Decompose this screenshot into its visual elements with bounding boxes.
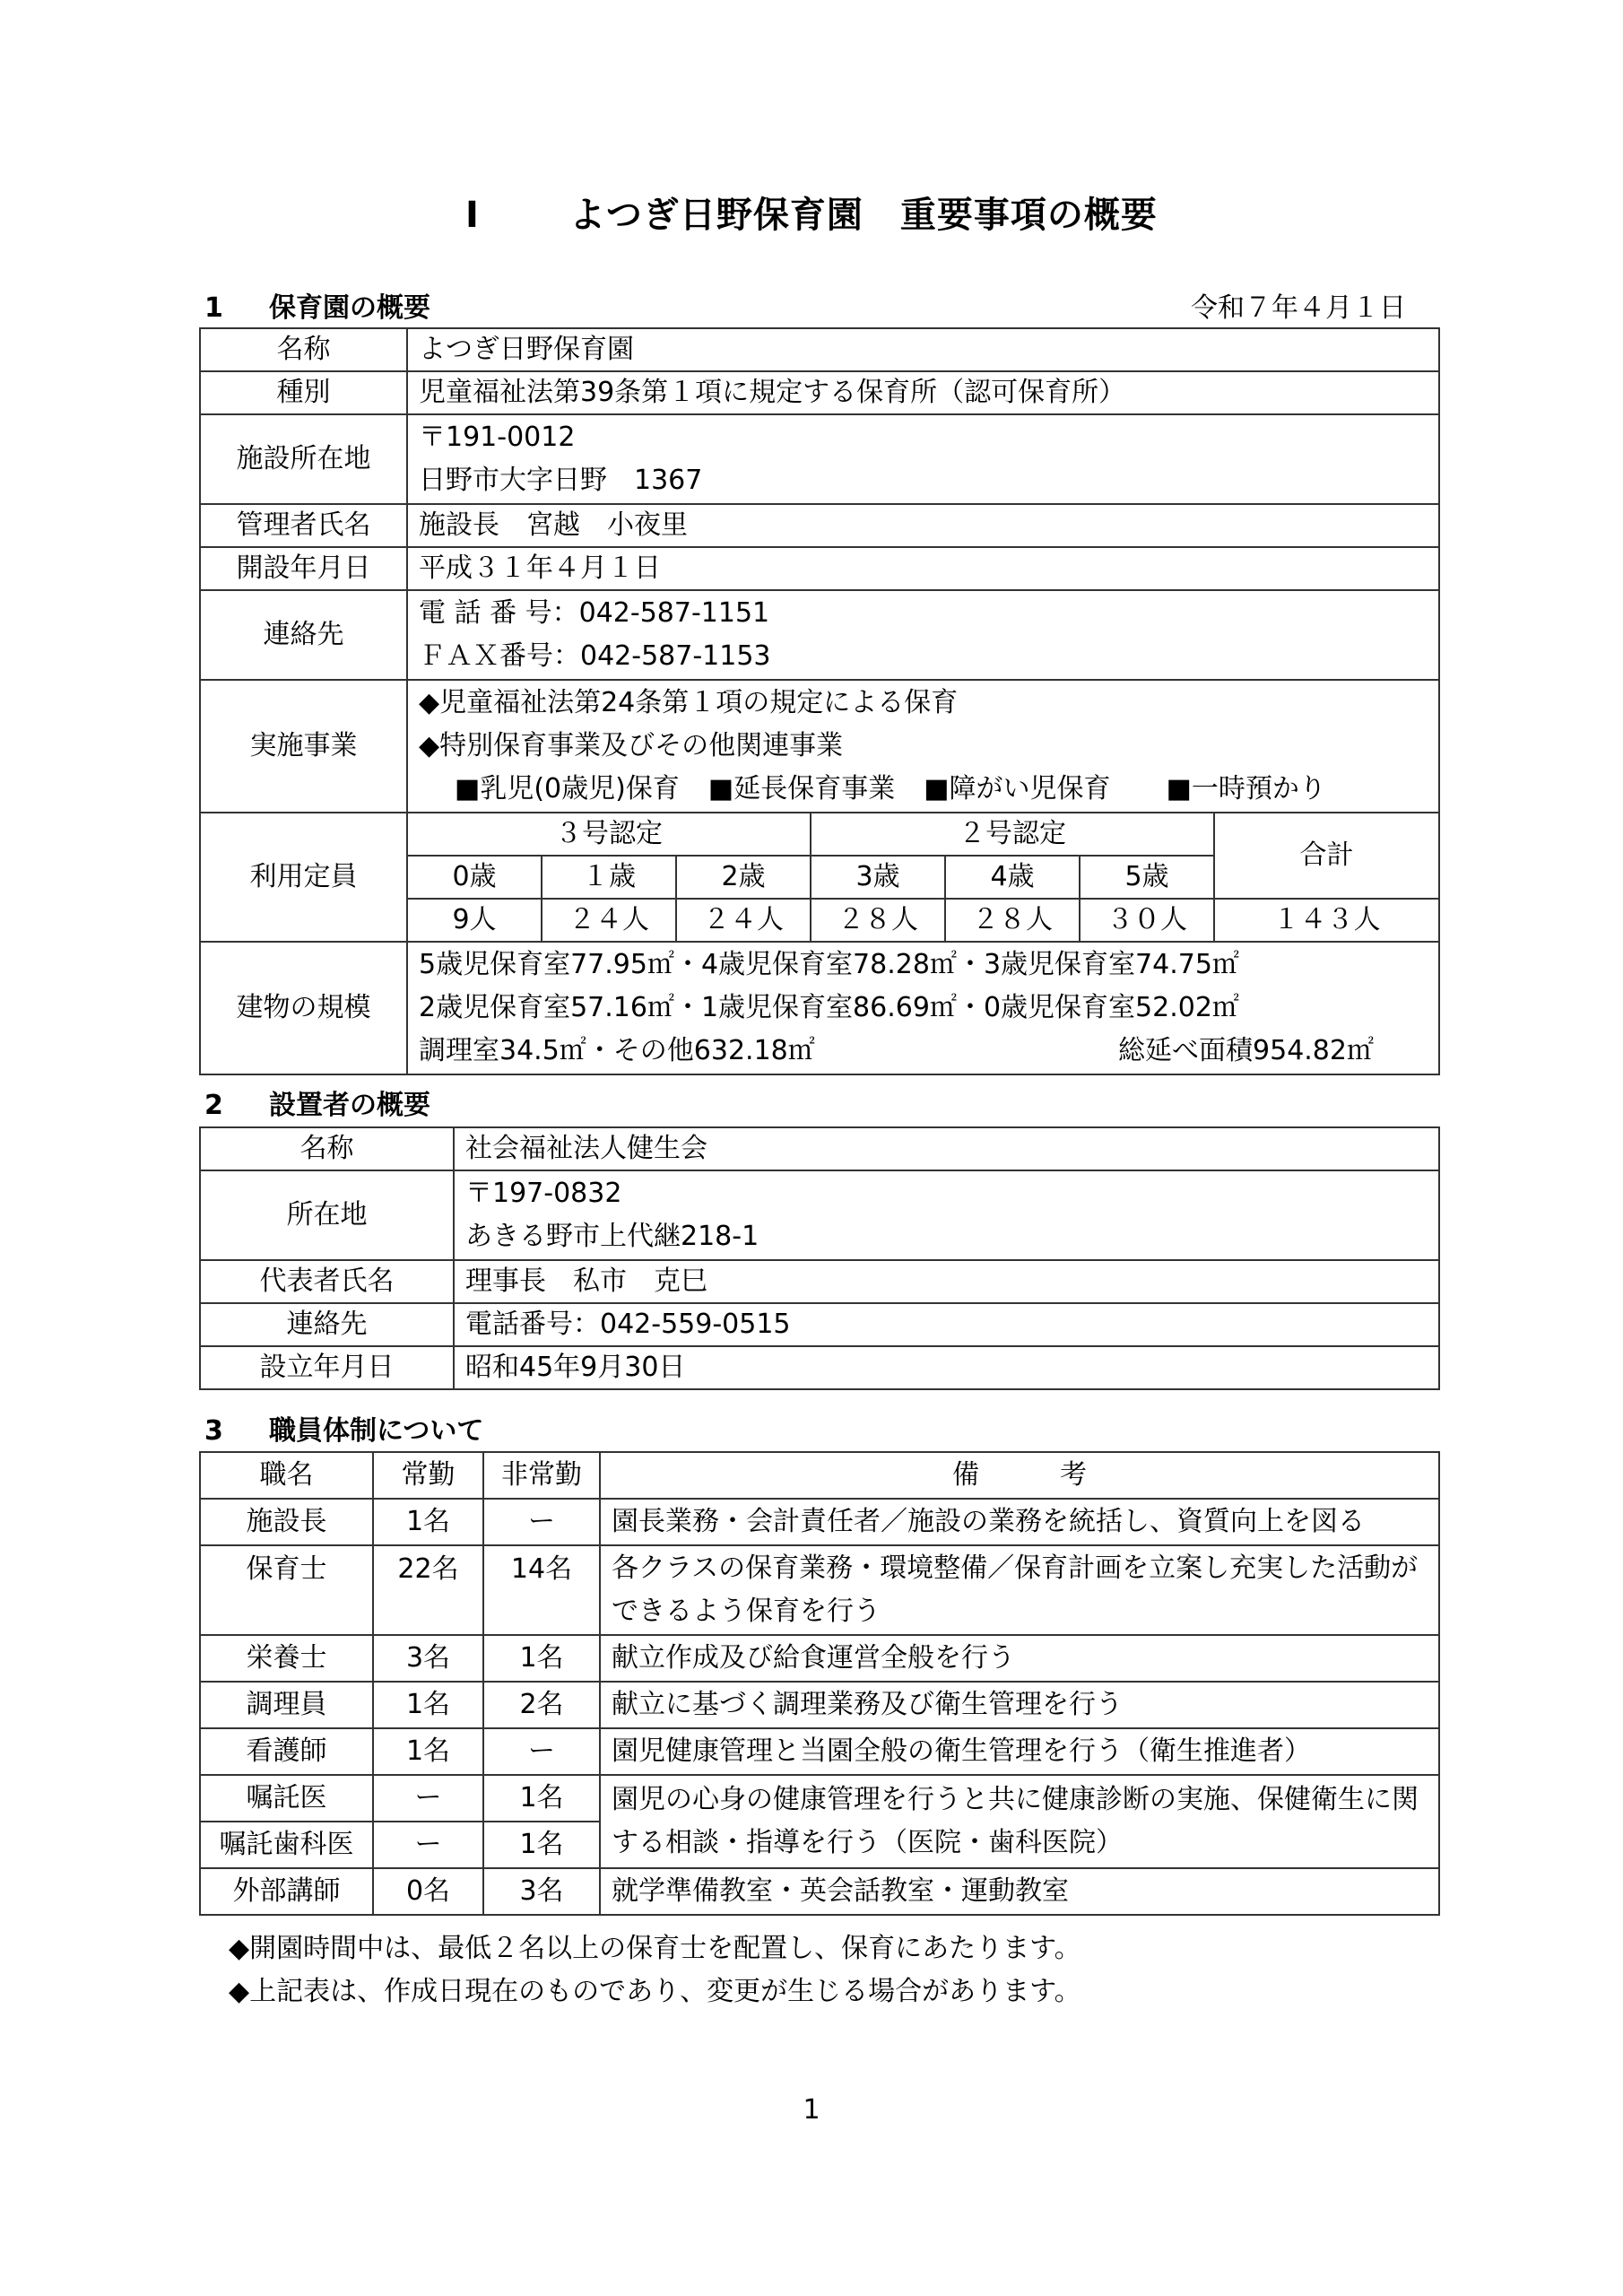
staff-role: 保育士 [200,1545,373,1635]
staff-part: ー [483,1499,600,1545]
staff-full: 1名 [373,1682,483,1728]
staff-header-note: 備 考 [600,1452,1439,1499]
manager-row [200,504,1439,547]
facility-overview-table [199,327,1440,1075]
building-label: 建物の規模 [200,942,407,1074]
facility-contact-value [407,590,1439,680]
section1-heading [204,292,430,325]
table-row [200,1682,1439,1728]
capacity-total: １４３人 [1214,899,1439,942]
page-number: 1 [803,2094,820,2126]
operator-rep-value: 理事長 私市 克巳 [454,1260,1439,1303]
capacity-age: 3歳 [811,856,945,899]
operator-founded-label: 設立年月日 [200,1346,454,1389]
staff-role: 看護師 [200,1728,373,1775]
capacity-total-label: 合計 [1214,813,1439,899]
capacity-age: 2歳 [676,856,811,899]
staff-part: 1名 [483,1822,600,1868]
operator-address-line: あきる野市上代継218-1 [465,1221,759,1252]
staff-role: 嘱託歯科医 [200,1822,373,1868]
capacity-count: ２４人 [676,899,811,942]
table-row [200,1728,1439,1775]
facility-name-label: 名称 [200,328,407,371]
capacity-count: 9人 [407,899,542,942]
operator-founded-value: 昭和45年9月30日 [454,1346,1439,1389]
facility-type-value: 児童福祉法第39条第１項に規定する保育所（認可保育所） [407,371,1439,414]
section2-number: 2 [204,1090,223,1121]
section3-heading [204,1415,483,1448]
business-label: 実施事業 [200,680,407,813]
facility-type-label: 種別 [200,371,407,414]
table-row [200,1545,1439,1635]
building-row [200,942,1439,1074]
staff-note-line-2: する相談・指導を行う（医院・歯科医院） [612,1827,1123,1858]
staff-part: 14名 [483,1545,600,1635]
staff-note-line-1: 各クラスの保育業務・環境整備／保育計画を立案し充実した活動が [612,1552,1419,1584]
table-row [200,1499,1439,1545]
staff-note: 献立に基づく調理業務及び衛生管理を行う [600,1682,1439,1728]
staff-part: ー [483,1728,600,1775]
opened-date-row [200,547,1439,590]
building-line-3-wrap [419,1030,1428,1073]
section3-number: 3 [204,1415,223,1447]
facility-address-row [200,414,1439,504]
staff-note: 園長業務・会計責任者／施設の業務を統括し、資質向上を図る [600,1499,1439,1545]
facility-contact-row [200,590,1439,680]
operator-name-value: 社会福祉法人健生会 [454,1127,1439,1170]
facility-address-line: 日野市大字日野 1367 [419,465,703,496]
staff-full: 0名 [373,1868,483,1915]
business-item: ■障がい児保育 [924,773,1111,804]
capacity-count: ２４人 [542,899,676,942]
staff-role: 栄養士 [200,1635,373,1682]
staff-role: 外部講師 [200,1868,373,1915]
operator-name-label: 名称 [200,1127,454,1170]
staff-full: 1名 [373,1728,483,1775]
section2-heading-text: 設置者の概要 [269,1090,430,1121]
footnote: ◆上記表は、作成日現在のものであり、変更が生じる場合があります。 [229,1976,1081,2007]
facility-contact-label: 連絡先 [200,590,407,680]
title-text: よつぎ日野保育園 重要事項の概要 [568,195,1158,236]
operator-address-row [200,1170,1439,1260]
staff-role: 嘱託医 [200,1775,373,1822]
manager-label: 管理者氏名 [200,504,407,547]
staff-header-row [200,1452,1439,1499]
staff-role: 調理員 [200,1682,373,1728]
staff-note: 献立作成及び給食運営全般を行う [600,1635,1439,1682]
staff-part: 1名 [483,1635,600,1682]
staff-note: 就学準備教室・英会話教室・運動教室 [600,1868,1439,1915]
staff-part: 2名 [483,1682,600,1728]
title-roman-numeral: Ⅰ [465,195,480,236]
staff-note: 園児健康管理と当園全般の衛生管理を行う（衛生推進者） [600,1728,1439,1775]
operator-overview-table [199,1126,1440,1390]
staff-role: 施設長 [200,1499,373,1545]
facility-postal-code: 〒191-0012 [419,422,576,453]
building-line-3: 調理室34.5㎡・その他632.18㎡ [419,1035,815,1066]
capacity-group-3: ３号認定 [407,813,811,856]
capacity-count: ２８人 [945,899,1080,942]
page-title [0,187,1623,238]
facility-name-row [200,328,1439,371]
capacity-age: 0歳 [407,856,542,899]
capacity-age: 5歳 [1080,856,1214,899]
table-row [200,1775,1439,1822]
operator-founded-row [200,1346,1439,1389]
facility-type-row [200,371,1439,414]
facility-address-value [407,414,1439,504]
staff-part: 3名 [483,1868,600,1915]
business-line-1: ◆児童福祉法第24条第１項の規定による保育 [419,687,959,718]
operator-name-row [200,1127,1439,1170]
section3-heading-text: 職員体制について [269,1415,484,1447]
operator-contact-label: 連絡先 [200,1303,454,1346]
facility-phone: 電 話 番 号：042-587-1151 [419,597,770,629]
staff-header-part: 非常勤 [483,1452,600,1499]
staff-full: ー [373,1775,483,1822]
footnote: ◆開園時間中は、最低２名以上の保育士を配置し、保育にあたります。 [229,1933,1081,1964]
staff-note-line-1: 園児の心身の健康管理を行うと共に健康診断の実施、保健衛生に関 [612,1784,1419,1815]
opened-date-value: 平成３１年４月１日 [407,547,1439,590]
business-item: ■乳児(0歳児)保育 [455,773,680,804]
operator-address-label: 所在地 [200,1170,454,1260]
operator-postal-code: 〒197-0832 [465,1178,622,1209]
table-row [200,1868,1439,1915]
facility-fax: ＦＡＸ番号：042-587-1153 [419,640,771,672]
business-line-2: ◆特別保育事業及びその他関連事業 [419,730,844,761]
staff-note [600,1775,1439,1868]
opened-date-label: 開設年月日 [200,547,407,590]
capacity-group-2: ２号認定 [811,813,1214,856]
staff-part: 1名 [483,1775,600,1822]
facility-address-label: 施設所在地 [200,414,407,504]
business-item: ■延長保育事業 [707,773,896,804]
capacity-count: ３０人 [1080,899,1214,942]
staff-table [199,1451,1440,1916]
capacity-age: １歳 [542,856,676,899]
building-total-area: 総延べ面積954.82㎡ [1118,1035,1374,1066]
operator-contact-value: 電話番号：042-559-0515 [454,1303,1439,1346]
table-row [200,1635,1439,1682]
operator-contact-row [200,1303,1439,1346]
section1-number: 1 [204,292,223,324]
facility-name-value: よつぎ日野保育園 [407,328,1439,371]
manager-value: 施設長 宮越 小夜里 [407,504,1439,547]
staff-note-line-2: できるよう保育を行う [612,1596,881,1627]
business-value [407,680,1439,813]
staff-full: 1名 [373,1499,483,1545]
operator-rep-label: 代表者氏名 [200,1260,454,1303]
business-item: ■一時預かり [1166,773,1326,804]
document-date: 令和７年４月１日 [1191,292,1406,324]
section1-heading-text: 保育園の概要 [269,292,430,324]
building-value [407,942,1439,1074]
capacity-group-row [200,813,1439,856]
building-line-1: 5歳児保育室77.95㎡・4歳児保育室78.28㎡・3歳児保育室74.75㎡ [419,949,1239,980]
staff-header-role: 職名 [200,1452,373,1499]
staff-full: ー [373,1822,483,1868]
operator-rep-row [200,1260,1439,1303]
staff-note [600,1545,1439,1635]
business-row [200,680,1439,813]
building-line-2: 2歳児保育室57.16㎡・1歳児保育室86.69㎡・0歳児保育室52.02㎡ [419,992,1239,1023]
capacity-count: ２８人 [811,899,945,942]
staff-full: 3名 [373,1635,483,1682]
staff-header-full: 常勤 [373,1452,483,1499]
capacity-label: 利用定員 [200,813,407,942]
business-items [419,768,1428,811]
staff-full: 22名 [373,1545,483,1635]
section2-heading [204,1090,430,1122]
operator-address-value [454,1170,1439,1260]
capacity-age: 4歳 [945,856,1080,899]
